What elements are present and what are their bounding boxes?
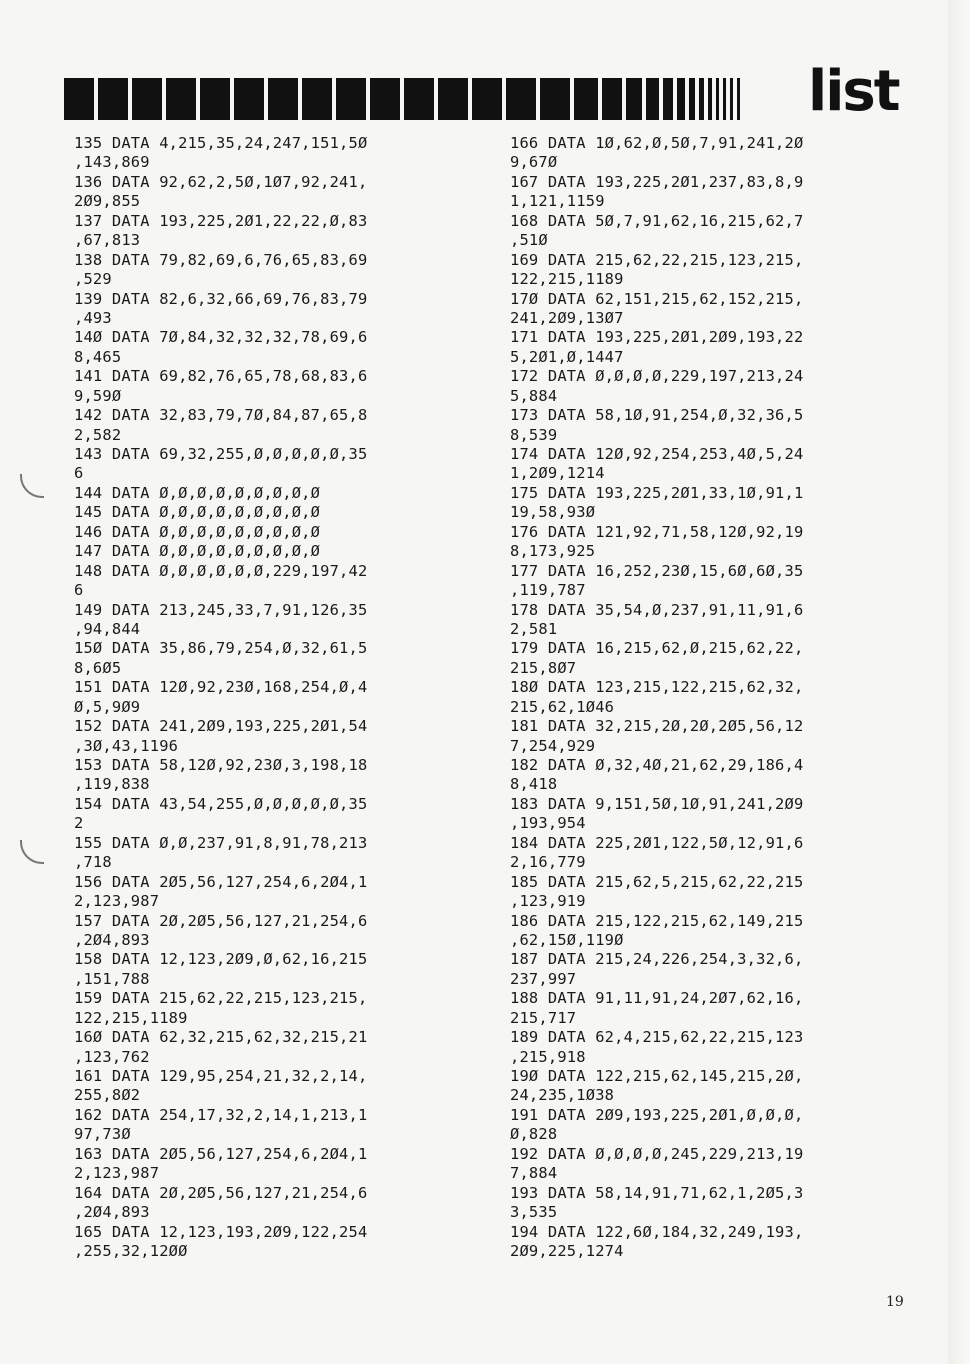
data-statement-line: 193 DATA 58,14,91,71,62,1,2Ø5,3 xyxy=(510,1183,804,1202)
data-statement xyxy=(74,1184,474,1223)
data-statement-line: 158 DATA 12,123,2Ø9,Ø,62,16,215 xyxy=(74,950,368,969)
data-statement-continuation: ,2Ø4,893 xyxy=(74,1203,150,1222)
data-statement-continuation: 8,6Ø5 xyxy=(74,658,122,677)
data-statement-line: 191 DATA 2Ø9,193,225,2Ø1,Ø,Ø,Ø, xyxy=(510,1105,804,1124)
data-statement-line: 149 DATA 213,245,33,7,91,126,35 xyxy=(74,600,368,619)
data-statement-line: 159 DATA 215,62,22,215,123,215, xyxy=(74,989,368,1008)
data-statement-line: 146 DATA Ø,Ø,Ø,Ø,Ø,Ø,Ø,Ø,Ø xyxy=(74,522,321,541)
data-statement xyxy=(510,484,910,523)
data-statement-line: 18Ø DATA 123,215,122,215,62,32, xyxy=(510,678,804,697)
data-statement-line: 189 DATA 62,4,215,62,22,215,123 xyxy=(510,1028,804,1047)
data-statement-line: 147 DATA Ø,Ø,Ø,Ø,Ø,Ø,Ø,Ø,Ø xyxy=(74,542,321,561)
header-bar-block xyxy=(370,78,400,120)
data-statement xyxy=(74,523,474,542)
data-statement-line: 137 DATA 193,225,2Ø1,22,22,Ø,83 xyxy=(74,211,368,230)
data-statement xyxy=(510,873,910,912)
data-statement-line: 165 DATA 12,123,193,2Ø9,122,254 xyxy=(74,1222,368,1241)
data-statement xyxy=(74,1223,474,1262)
data-statement xyxy=(74,639,474,678)
header-bar-block xyxy=(677,78,685,120)
data-statement-line: 139 DATA 82,6,32,66,69,76,83,79 xyxy=(74,289,368,308)
data-statement-line: 173 DATA 58,1Ø,91,254,Ø,32,36,5 xyxy=(510,406,804,425)
data-statement-continuation: ,215,918 xyxy=(510,1047,586,1066)
data-statement xyxy=(510,950,910,989)
header-bar-block xyxy=(716,78,719,120)
data-statement-line: 152 DATA 241,2Ø9,193,225,2Ø1,54 xyxy=(74,717,368,736)
data-statement xyxy=(510,523,910,562)
data-statement-continuation: 97,73Ø xyxy=(74,1125,131,1144)
data-statement-line: 16Ø DATA 62,32,215,62,32,215,21 xyxy=(74,1028,368,1047)
data-statement-continuation: 215,8Ø7 xyxy=(510,658,577,677)
data-statement xyxy=(510,756,910,795)
data-statement xyxy=(74,328,474,367)
data-statement xyxy=(510,445,910,484)
data-statement-continuation: 237,997 xyxy=(510,969,577,988)
data-statement-line: 192 DATA Ø,Ø,Ø,Ø,245,229,213,19 xyxy=(510,1144,804,1163)
data-statement xyxy=(510,212,910,251)
header-bar-block xyxy=(404,78,434,120)
page-number: 19 xyxy=(886,1294,904,1310)
data-statement xyxy=(510,601,910,640)
data-statement xyxy=(74,1106,474,1145)
data-statement-line: 135 DATA 4,215,35,24,247,151,5Ø xyxy=(74,134,368,152)
data-statement-continuation: 215,62,1Ø46 xyxy=(510,697,615,716)
header-bar-block xyxy=(506,78,536,120)
data-statement-continuation: ,119,838 xyxy=(74,775,150,794)
data-statement-line: 179 DATA 16,215,62,Ø,215,62,22, xyxy=(510,639,804,658)
data-statement-continuation: ,123,919 xyxy=(510,892,586,911)
data-statement-continuation: 9,59Ø xyxy=(74,386,122,405)
header-bar-block xyxy=(438,78,468,120)
data-statement-continuation: 122,215,1189 xyxy=(510,270,624,289)
header-bar-block xyxy=(132,78,162,120)
data-statement-continuation: 8,539 xyxy=(510,425,558,444)
data-statement xyxy=(510,1184,910,1223)
data-statement-continuation: ,529 xyxy=(74,270,112,289)
data-statement-continuation: 2,123,987 xyxy=(74,892,160,911)
header-bar-block xyxy=(234,78,264,120)
data-statement-continuation: Ø,828 xyxy=(510,1125,558,1144)
data-statement xyxy=(510,1145,910,1184)
data-statement-continuation: Ø,5,9Ø9 xyxy=(74,697,141,716)
data-statement xyxy=(510,717,910,756)
data-statement xyxy=(74,406,474,445)
data-statement-line: 155 DATA Ø,Ø,237,91,8,91,78,213 xyxy=(74,833,368,852)
header-bar-block xyxy=(646,78,659,120)
data-statement-line: 166 DATA 1Ø,62,Ø,5Ø,7,91,241,2Ø xyxy=(510,134,804,152)
data-statement xyxy=(74,756,474,795)
data-statement-continuation: 5,2Ø1,Ø,1447 xyxy=(510,347,624,366)
data-statement xyxy=(74,950,474,989)
data-statement-continuation: 2,16,779 xyxy=(510,853,586,872)
data-statement-continuation: ,62,15Ø,119Ø xyxy=(510,930,624,949)
data-statement-line: 181 DATA 32,215,2Ø,2Ø,2Ø5,56,12 xyxy=(510,717,804,736)
header-bar-block xyxy=(737,78,740,120)
data-statement-continuation: 255,8Ø2 xyxy=(74,1086,141,1105)
data-statement-line: 167 DATA 193,225,2Ø1,237,83,8,9 xyxy=(510,172,804,191)
data-statement-line: 183 DATA 9,151,5Ø,1Ø,91,241,2Ø9 xyxy=(510,794,804,813)
data-statement-line: 162 DATA 254,17,32,2,14,1,213,1 xyxy=(74,1105,368,1124)
header-bar-block xyxy=(602,78,622,120)
data-statement-line: 157 DATA 2Ø,2Ø5,56,127,21,254,6 xyxy=(74,911,368,930)
data-statement-line: 154 DATA 43,54,255,Ø,Ø,Ø,Ø,Ø,35 xyxy=(74,794,368,813)
data-statement-continuation: 9,67Ø xyxy=(510,153,558,172)
data-statement xyxy=(510,562,910,601)
data-statement xyxy=(510,1106,910,1145)
header-bar-block xyxy=(723,78,726,120)
data-statement-continuation: 5,884 xyxy=(510,386,558,405)
data-statement xyxy=(74,1145,474,1184)
data-statement-continuation: ,119,787 xyxy=(510,581,586,600)
data-statement-line: 169 DATA 215,62,22,215,123,215, xyxy=(510,250,804,269)
data-statement-continuation: 6 xyxy=(74,581,84,600)
data-statement-line: 14Ø DATA 7Ø,84,32,32,32,78,69,6 xyxy=(74,328,368,347)
data-statement xyxy=(510,290,910,329)
listing-column-right xyxy=(510,134,910,1261)
data-statement-continuation: ,255,32,12ØØ xyxy=(74,1241,188,1260)
header-bar-block xyxy=(64,78,94,120)
data-statement-line: 19Ø DATA 122,215,62,145,215,2Ø, xyxy=(510,1067,804,1085)
section-title: list xyxy=(808,59,899,124)
data-statement xyxy=(510,251,910,290)
header-bar-block xyxy=(708,78,712,120)
header-bar-block xyxy=(574,78,598,120)
data-statement xyxy=(74,290,474,329)
data-statement-line: 168 DATA 5Ø,7,91,62,16,215,62,7 xyxy=(510,211,804,230)
data-statement xyxy=(510,134,910,173)
data-statement-line: 164 DATA 2Ø,2Ø5,56,127,21,254,6 xyxy=(74,1183,368,1202)
data-statement-line: 182 DATA Ø,32,4Ø,21,62,29,186,4 xyxy=(510,756,804,774)
data-statement-continuation: 2,123,987 xyxy=(74,1164,160,1183)
data-statement xyxy=(74,367,474,406)
header-bar-block xyxy=(200,78,230,120)
header-bar-block xyxy=(336,78,366,120)
data-statement-line: 171 DATA 193,225,2Ø1,2Ø9,193,22 xyxy=(510,328,804,347)
data-statement-line: 188 DATA 91,11,91,24,2Ø7,62,16, xyxy=(510,989,804,1008)
data-statement-line: 187 DATA 215,24,226,254,3,32,6, xyxy=(510,950,804,969)
header-bar-block xyxy=(699,78,704,120)
data-statement xyxy=(74,678,474,717)
data-statement xyxy=(74,542,474,561)
data-statement-line: 177 DATA 16,252,23Ø,15,6Ø,6Ø,35 xyxy=(510,561,804,580)
data-statement xyxy=(74,484,474,503)
data-statement xyxy=(510,795,910,834)
data-statement-line: 184 DATA 225,2Ø1,122,5Ø,12,91,6 xyxy=(510,833,804,852)
data-statement xyxy=(74,503,474,522)
data-statement-continuation: ,123,762 xyxy=(74,1047,150,1066)
data-statement xyxy=(510,328,910,367)
data-statement-continuation: 7,254,929 xyxy=(510,736,596,755)
header-bar-block xyxy=(663,78,673,120)
data-statement xyxy=(74,1067,474,1106)
data-statement xyxy=(74,562,474,601)
data-statement-continuation: ,718 xyxy=(74,853,112,872)
data-statement xyxy=(74,173,474,212)
data-statement xyxy=(74,134,474,173)
data-statement-continuation: 3,535 xyxy=(510,1203,558,1222)
data-statement-continuation: 1,2Ø9,1214 xyxy=(510,464,605,483)
header-bar-block xyxy=(626,78,642,120)
data-statement xyxy=(510,1223,910,1262)
data-statement-continuation: ,143,869 xyxy=(74,153,150,172)
punch-hole-mark xyxy=(20,474,44,498)
data-statement-continuation: ,94,844 xyxy=(74,619,141,638)
data-statement-line: 194 DATA 122,6Ø,184,32,249,193, xyxy=(510,1222,804,1241)
data-statement-line: 161 DATA 129,95,254,21,32,2,14, xyxy=(74,1067,368,1085)
data-statement xyxy=(74,212,474,251)
header-bar-block xyxy=(540,78,570,120)
data-statement-continuation: 8,465 xyxy=(74,347,122,366)
data-statement-continuation: 6 xyxy=(74,464,84,483)
data-statement-line: 172 DATA Ø,Ø,Ø,Ø,229,197,213,24 xyxy=(510,367,804,386)
data-statement-continuation: ,493 xyxy=(74,308,112,327)
data-statement-line: 163 DATA 2Ø5,56,127,254,6,2Ø4,1 xyxy=(74,1144,368,1163)
data-statement xyxy=(74,912,474,951)
data-statement-line: 15Ø DATA 35,86,79,254,Ø,32,61,5 xyxy=(74,639,368,658)
data-statement xyxy=(510,367,910,406)
data-statement xyxy=(510,678,910,717)
data-statement-continuation: 2,582 xyxy=(74,425,122,444)
listing-column-left xyxy=(74,134,474,1261)
data-statement-line: 185 DATA 215,62,5,215,62,22,215 xyxy=(510,872,804,891)
header-bar-block xyxy=(730,78,733,120)
header-bar-block xyxy=(166,78,196,120)
data-statement-line: 174 DATA 12Ø,92,254,253,4Ø,5,24 xyxy=(510,445,804,463)
data-statement-line: 17Ø DATA 62,151,215,62,152,215, xyxy=(510,289,804,308)
data-statement xyxy=(74,795,474,834)
data-statement xyxy=(510,1028,910,1067)
header-decorative-bar xyxy=(64,78,674,120)
data-statement-continuation: 215,717 xyxy=(510,1008,577,1027)
data-statement-line: 143 DATA 69,32,255,Ø,Ø,Ø,Ø,Ø,35 xyxy=(74,445,368,463)
header-bar-block xyxy=(302,78,332,120)
data-statement-line: 148 DATA Ø,Ø,Ø,Ø,Ø,Ø,229,197,42 xyxy=(74,561,368,580)
data-statement-continuation: 2Ø9,855 xyxy=(74,192,141,211)
header-bar-block xyxy=(98,78,128,120)
data-statement-continuation: 241,2Ø9,13Ø7 xyxy=(510,308,624,327)
data-statement-line: 136 DATA 92,62,2,5Ø,1Ø7,92,241, xyxy=(74,172,368,191)
data-statement-line: 176 DATA 121,92,71,58,12Ø,92,19 xyxy=(510,522,804,541)
data-statement-line: 175 DATA 193,225,2Ø1,33,1Ø,91,1 xyxy=(510,483,804,502)
data-statement-continuation: ,51Ø xyxy=(510,231,548,250)
data-statement-line: 156 DATA 2Ø5,56,127,254,6,2Ø4,1 xyxy=(74,872,368,891)
data-statement-continuation: ,67,813 xyxy=(74,231,141,250)
data-statement-line: 178 DATA 35,54,Ø,237,91,11,91,6 xyxy=(510,600,804,619)
data-statement-continuation: ,2Ø4,893 xyxy=(74,930,150,949)
data-statement xyxy=(510,173,910,212)
data-statement xyxy=(74,873,474,912)
data-statement-continuation: 2,581 xyxy=(510,619,558,638)
data-statement-line: 142 DATA 32,83,79,7Ø,84,87,65,8 xyxy=(74,406,368,425)
data-statement xyxy=(74,445,474,484)
page-edge-shadow xyxy=(948,0,970,1364)
data-statement-line: 145 DATA Ø,Ø,Ø,Ø,Ø,Ø,Ø,Ø,Ø xyxy=(74,503,321,522)
data-statement xyxy=(74,601,474,640)
data-statement-line: 186 DATA 215,122,215,62,149,215 xyxy=(510,911,804,930)
data-statement xyxy=(510,639,910,678)
data-statement xyxy=(74,717,474,756)
data-statement xyxy=(510,406,910,445)
data-statement-line: 153 DATA 58,12Ø,92,23Ø,3,198,18 xyxy=(74,756,368,774)
data-statement xyxy=(74,834,474,873)
data-statement-continuation: 19,58,93Ø xyxy=(510,503,596,522)
data-statement xyxy=(74,1028,474,1067)
data-statement-line: 138 DATA 79,82,69,6,76,65,83,69 xyxy=(74,250,368,269)
data-statement-continuation: ,151,788 xyxy=(74,969,150,988)
data-statement xyxy=(510,912,910,951)
header-bar-block xyxy=(268,78,298,120)
data-statement-continuation: ,193,954 xyxy=(510,814,586,833)
data-statement-line: 144 DATA Ø,Ø,Ø,Ø,Ø,Ø,Ø,Ø,Ø xyxy=(74,483,321,502)
data-statement-continuation: 8,173,925 xyxy=(510,542,596,561)
punch-hole-mark xyxy=(20,840,44,864)
data-statement-continuation: 1,121,1159 xyxy=(510,192,605,211)
data-statement xyxy=(74,251,474,290)
data-statement-continuation: 2Ø9,225,1274 xyxy=(510,1241,624,1260)
data-statement xyxy=(510,834,910,873)
data-statement-continuation: 122,215,1189 xyxy=(74,1008,188,1027)
data-statement-line: 151 DATA 12Ø,92,23Ø,168,254,Ø,4 xyxy=(74,678,368,697)
data-statement-continuation: 8,418 xyxy=(510,775,558,794)
data-statement xyxy=(74,989,474,1028)
data-statement-continuation: ,3Ø,43,1196 xyxy=(74,736,179,755)
data-statement xyxy=(510,989,910,1028)
header-bar-block xyxy=(472,78,502,120)
data-statement-continuation: 24,235,1Ø38 xyxy=(510,1086,615,1105)
data-statement xyxy=(510,1067,910,1106)
header-bar-block xyxy=(689,78,695,120)
data-statement-continuation: 7,884 xyxy=(510,1164,558,1183)
data-statement-continuation: 2 xyxy=(74,814,84,833)
data-statement-line: 141 DATA 69,82,76,65,78,68,83,6 xyxy=(74,367,368,386)
